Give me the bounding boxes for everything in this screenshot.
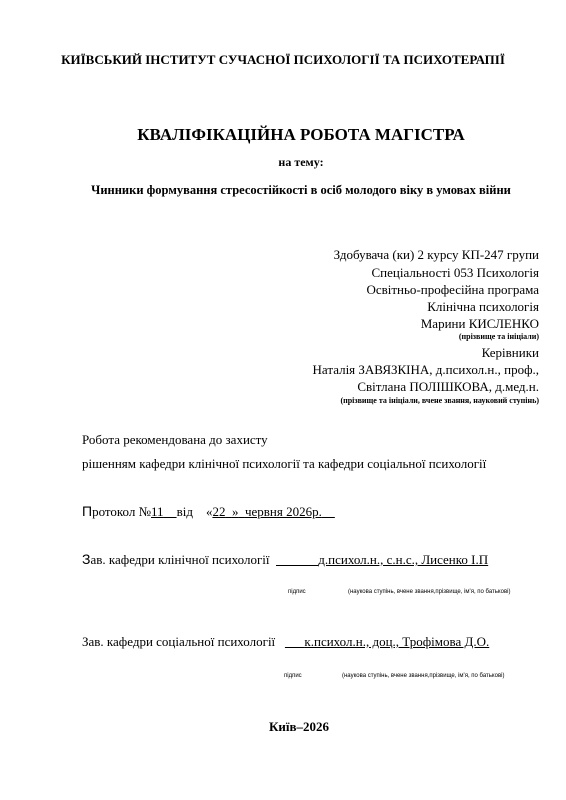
head-social-sign-label: підпис — [284, 673, 302, 679]
supervisor-2: Світлана ПОЛІШКОВА, д.мед.н. — [357, 379, 539, 394]
supervisors-hint: (прізвище та ініціали, вчене звання, науковий ступінь) — [340, 396, 539, 405]
protocol-line — [82, 503, 335, 520]
institute-name: КИЇВСЬКИЙ ІНСТИТУТ СУЧАСНОЇ ПСИХОЛОГІЇ ТА ПСИХОТЕРАПІЇ — [61, 52, 505, 67]
protocol-number: 11 — [151, 504, 164, 519]
head-social-label: Зав. кафедри соціальної психології — [82, 634, 276, 649]
supervisors-label: Керівники — [481, 345, 539, 360]
on-topic-label: на тему: — [278, 155, 324, 169]
recommendation-line-2: рішенням кафедри клінічної психології та кафедри соціальної психології — [82, 456, 487, 471]
head-clinical-hint: (наукова ступінь, вчене звання,прізвище, ім'я, по батькові) — [348, 589, 511, 595]
protocol-date: 22 » червня 2026р. — [212, 504, 322, 519]
head-social-value: к.психол.н., доц., Трофімова Д.О. — [304, 634, 490, 649]
student-program-name: Клінічна психологія — [427, 299, 539, 314]
city-year: Київ–2026 — [268, 719, 330, 734]
protocol-date-open: « — [205, 504, 213, 519]
thesis-topic: Чинники формування стресостійкості в осіб молодого віку в умовах війни — [91, 183, 511, 197]
student-program: Освітньо-професійна програма — [366, 282, 539, 297]
student-name-hint: (прізвище та ініціали) — [458, 332, 539, 341]
student-course-group: Здобувача (ки) 2 курсу КП-247 групи — [333, 247, 539, 262]
supervisor-1: Наталія ЗАВЯЗКІНА, д.психол.н., проф., — [312, 362, 539, 377]
head-clinical-first-letter: З — [82, 551, 91, 567]
head-clinical-value: д.психол.н., с.н.с., Лисенко І.П — [318, 552, 489, 567]
head-social-hint: (наукова ступінь, вчене звання,прізвище, ім'я, по батькові) — [342, 673, 505, 679]
head-clinical-sign-label: підпис — [288, 589, 306, 595]
head-social-line — [82, 634, 489, 650]
protocol-from: від — [176, 504, 193, 519]
work-type-heading: КВАЛІФІКАЦІЙНА РОБОТА МАГІСТРА — [137, 125, 465, 144]
student-specialty: Спеціальності 053 Психологія — [371, 265, 539, 280]
head-clinical-line — [82, 551, 488, 568]
recommendation-line-1: Робота рекомендована до захисту — [82, 432, 268, 447]
protocol-first-letter: П — [82, 503, 93, 519]
head-clinical-label: ав. кафедри клінічної психології — [90, 552, 270, 567]
protocol-label: ротокол № — [92, 504, 152, 519]
student-name: Марини КИСЛЕНКО — [420, 316, 539, 331]
